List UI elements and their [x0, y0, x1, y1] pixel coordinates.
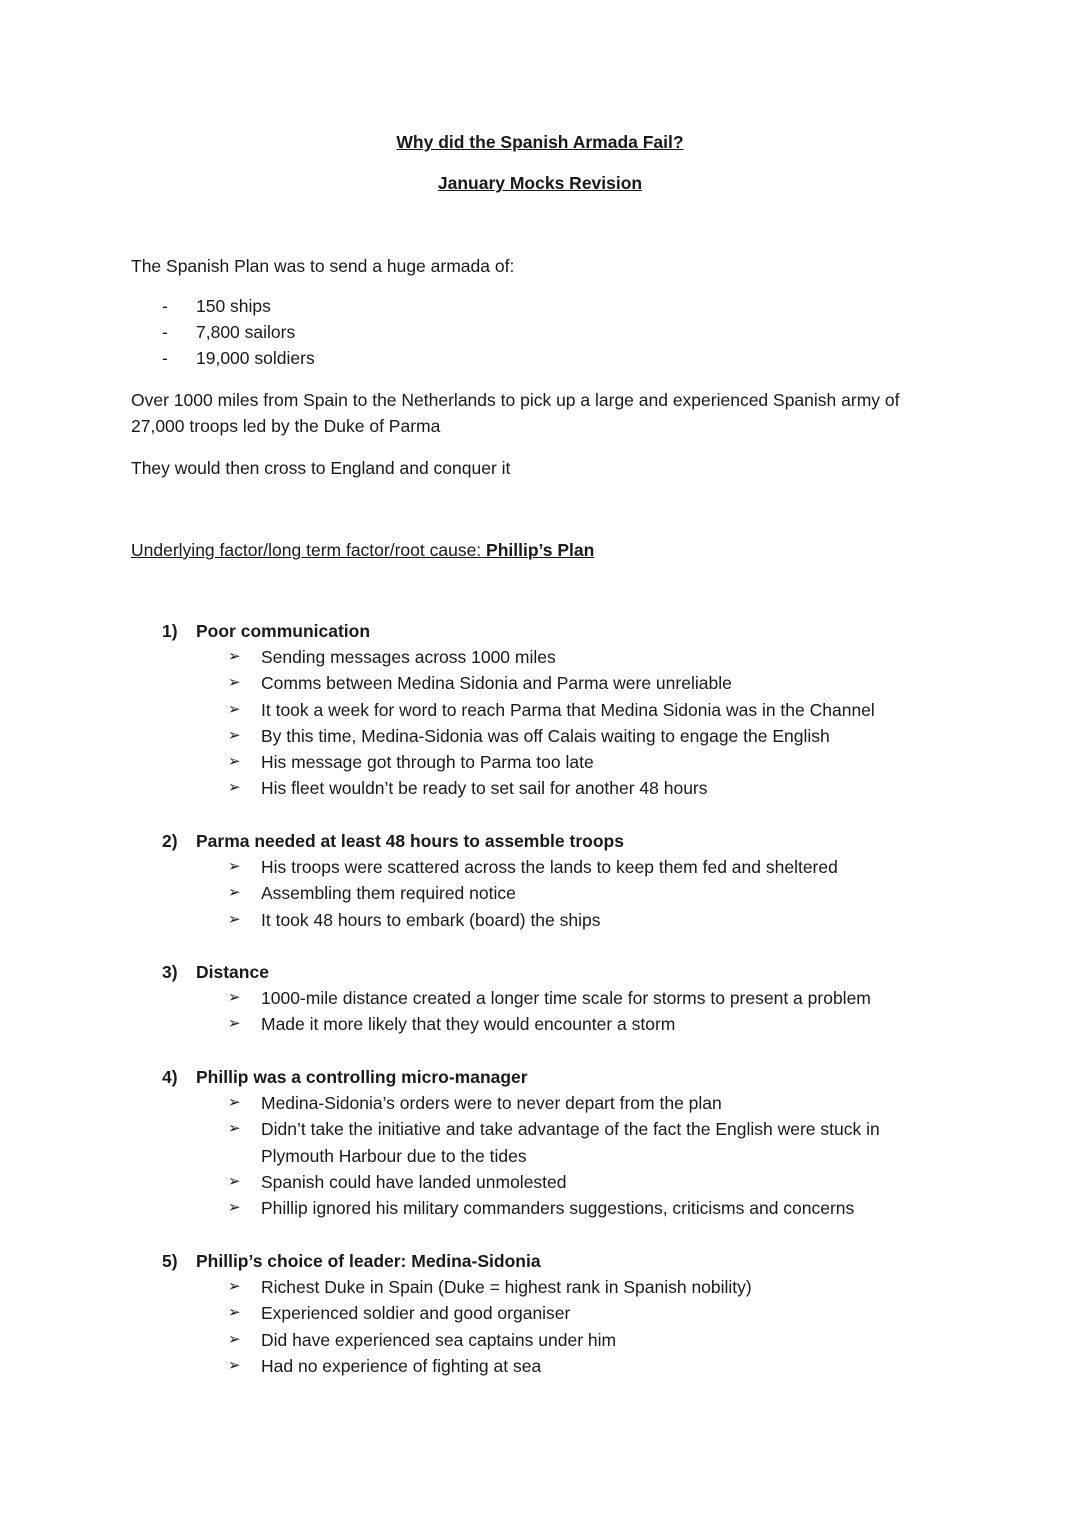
list-item: ➢ Did have experienced sea captains under him — [162, 1327, 941, 1353]
arrow-bullet-icon: ➢ — [228, 753, 241, 771]
armada-list — [150, 293, 315, 371]
paragraph: They would then cross to England and conquer it — [131, 458, 511, 478]
bullet-list — [162, 1274, 941, 1379]
list-item: ➢ Spanish could have landed unmolested — [162, 1169, 941, 1195]
arrow-bullet-icon: ➢ — [228, 1094, 241, 1111]
list-item: - 150 ships — [162, 296, 271, 316]
list-item: ➢ Made it more likely that they would encounter a storm — [162, 1011, 941, 1037]
arrow-bullet-icon: ➢ — [228, 700, 241, 718]
list-item: ➢ His message got through to Parma too late — [162, 749, 941, 775]
section-choice-of-leader — [162, 1248, 941, 1379]
list-item: ➢ It took 48 hours to embark (board) the ships — [162, 907, 941, 933]
list-item: ➢ By this time, Medina-Sidonia was off Calais waiting to engage the English — [162, 723, 941, 749]
list-item: ➢ Assembling them required notice — [162, 880, 941, 906]
section-poor-communication — [162, 618, 941, 802]
list-item: - 7,800 sailors — [162, 322, 296, 342]
list-item: ➢ His troops were scattered across the lands to keep them fed and sheltered — [162, 854, 941, 880]
list-item: ➢ Richest Duke in Spain (Duke = highest rank in Spanish nobility) — [162, 1274, 941, 1300]
bullet-list — [162, 854, 941, 933]
arrow-bullet-icon: ➢ — [228, 910, 241, 928]
arrow-bullet-icon: ➢ — [228, 674, 241, 692]
section-heading: 4) Phillip was a controlling micro-manager — [162, 1067, 528, 1087]
section-distance — [162, 959, 941, 1038]
arrow-bullet-icon: ➢ — [228, 858, 241, 875]
underlying-value: Phillip’s Plan — [486, 540, 595, 560]
arrow-bullet-icon: ➢ — [228, 1356, 241, 1374]
bullet-list — [162, 985, 941, 1038]
section-heading: 3) Distance — [162, 962, 269, 982]
arrow-bullet-icon: ➢ — [228, 1199, 241, 1217]
arrow-bullet-icon: ➢ — [228, 1304, 241, 1322]
section-micro-manager — [162, 1064, 941, 1221]
arrow-bullet-icon: ➢ — [228, 1330, 241, 1348]
arrow-bullet-icon: ➢ — [228, 726, 241, 744]
section-heading: 5) Phillip’s choice of leader: Medina-Sidonia — [162, 1251, 541, 1271]
arrow-bullet-icon: ➢ — [228, 989, 241, 1006]
list-item: ➢ Sending messages across 1000 miles — [162, 644, 941, 670]
list-item: ➢ Comms between Medina Sidonia and Parma were unreliable — [162, 670, 941, 696]
list-item: ➢ Phillip ignored his military commanders suggestions, criticisms and concerns — [162, 1195, 941, 1221]
section-heading: 1) Poor communication — [162, 621, 371, 641]
list-item: - 19,000 soldiers — [162, 348, 315, 368]
section-heading: 2) Parma needed at least 48 hours to assemble troops — [162, 831, 624, 851]
document-title: Why did the Spanish Armada Fail? — [396, 132, 684, 152]
bullet-list — [162, 644, 941, 802]
paragraph-line: 27,000 troops led by the Duke of Parma — [131, 416, 441, 436]
list-item: ➢ Experienced soldier and good organiser — [162, 1300, 941, 1326]
arrow-bullet-icon: ➢ — [228, 884, 241, 902]
list-item: ➢ 1000-mile distance created a longer time scale for storms to present a problem — [162, 985, 941, 1011]
arrow-bullet-icon: ➢ — [228, 779, 241, 797]
paragraph-line: Over 1000 miles from Spain to the Netherlands to pick up a large and experienced Spanish army of — [131, 390, 900, 410]
list-item: ➢ Had no experience of fighting at sea — [162, 1353, 941, 1379]
list-item: ➢ Didn’t take the initiative and take advantage of the fact the English were stuck in Plymouth Harbour due to the tides — [162, 1116, 941, 1169]
document-subtitle: January Mocks Revision — [437, 173, 643, 193]
list-item: ➢ His fleet wouldn’t be ready to set sail for another 48 hours — [162, 775, 941, 801]
list-item: ➢ Medina-Sidonia’s orders were to never depart from the plan — [162, 1090, 941, 1116]
arrow-bullet-icon: ➢ — [228, 648, 241, 665]
arrow-bullet-icon: ➢ — [228, 1278, 241, 1295]
underlying-label: Underlying factor/long term factor/root cause: — [131, 540, 482, 560]
arrow-bullet-icon: ➢ — [228, 1015, 241, 1033]
underlying-factor-heading — [131, 537, 594, 563]
bullet-list — [162, 1090, 941, 1221]
arrow-bullet-icon: ➢ — [228, 1120, 241, 1138]
intro-text: The Spanish Plan was to send a huge armada of: — [131, 256, 515, 276]
arrow-bullet-icon: ➢ — [228, 1172, 241, 1190]
section-parma-troops — [162, 828, 941, 933]
list-item: ➢ It took a week for word to reach Parma that Medina Sidonia was in the Channel — [162, 697, 941, 723]
